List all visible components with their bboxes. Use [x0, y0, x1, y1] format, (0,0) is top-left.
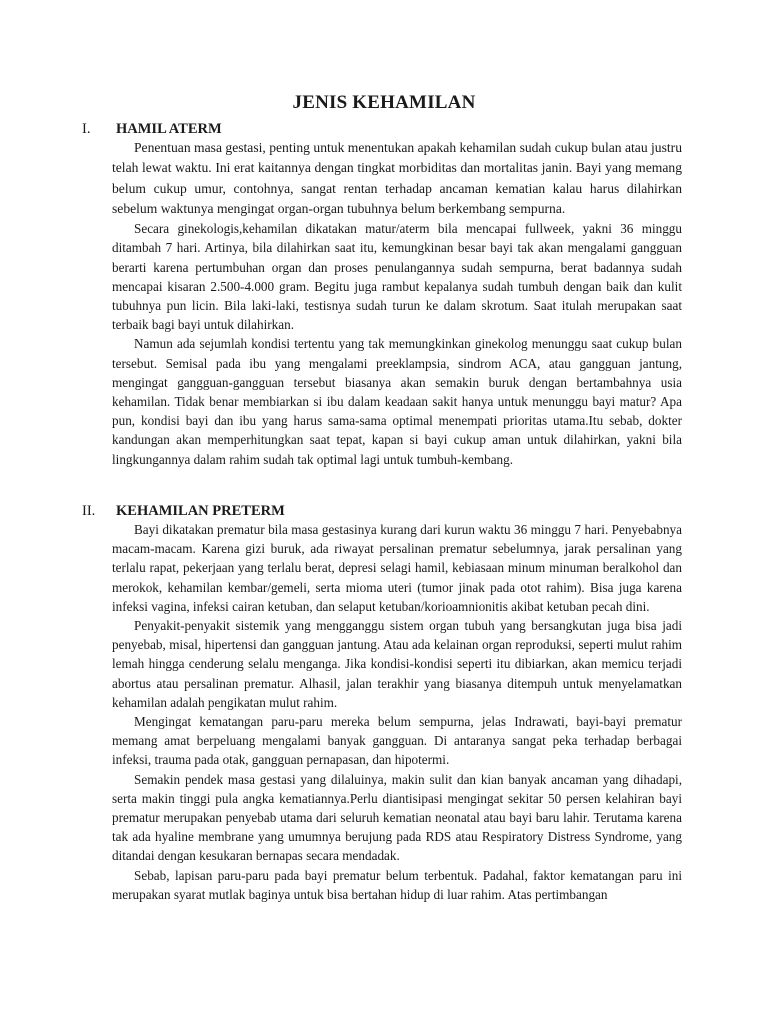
- section-numeral: II.: [82, 503, 96, 519]
- page-title: JENIS KEHAMILAN: [292, 92, 476, 113]
- section-hamil-aterm: [78, 120, 682, 469]
- paragraph: Mengingat kematangan paru-paru mereka belum sempurna, jelas Indrawati, bayi-bayi prematur memang amat berpeluang mengalami banyak gangguan. Di antaranya sangat peka terhadap berbagai infeksi, trauma pada otak, gangguan pernapasan, dan hipotermi.: [112, 714, 682, 768]
- section-body: [112, 520, 682, 904]
- section-title: HAMIL ATERM: [116, 121, 222, 137]
- paragraph: Secara ginekologis,kehamilan dikatakan matur/aterm bila mencapai fullweek, yakni 36 minggu ditambah 7 hari. Artinya, bila dilahirkan saat itu, kemungkinan besar bayi tak akan mengalami gangguan berarti karena pertumbuhan organ dan proses penulangannya sudah sempurna, berat badannya sudah mencapai kisaran 2.500-4.000 gram. Begitu juga rambut kepalanya sudah tumbuh dengan baik dan kulit tubuhnya pun licin. Bila laki-laki, testisnya sudah turun ke dalam skrotum. Saat itulah merupakan saat terbaik bagi bayi untuk dilahirkan.: [112, 221, 682, 333]
- paragraph: Namun ada sejumlah kondisi tertentu yang tak memungkinkan ginekolog menunggu saat cukup bulan tersebut. Semisal pada ibu yang mengalami preeklampsia, sindrom ACA, atau gangguan jantung, mengingat gangguan-gangguan tersebut biasanya akan semakin buruk dengan bertambahnya usia kehamilan. Tidak benar membiarkan si ibu dalam keadaan sakit hanya untuk menunggu bayi matur? Apa pun, kondisi bayi dan ibu yang harus sama-sama optimal menempati prioritas utama.Itu sebab, dokter kandungan akan memperhitungkan saat tepat, kapan si bayi cukup aman untuk dilahirkan, yakni bila lingkungannya dalam rahim sudah tak optimal lagi untuk tumbuh-kembang.: [112, 336, 682, 467]
- section-kehamilan-preterm: [78, 502, 682, 904]
- section-title: KEHAMILAN PRETERM: [116, 503, 285, 519]
- paragraph: Bayi dikatakan prematur bila masa gestasinya kurang dari kurun waktu 36 minggu 7 hari. Penyebabnya macam-macam. Karena gizi buruk, ada riwayat persalinan prematur sebelumnya, jarak persalinan yang terlalu rapat, pekerjaan yang terlalu berat, depresi selagi hamil, kebiasaan minum minuman beralkohol dan merokok, kehamilan kembar/gemeli, serta mioma uteri (tumor jinak pada otot rahim). Bisa juga karena infeksi vagina, infeksi cairan ketuban, dan selaput ketuban/korioamnionitis akibat ketuban pecah dini.: [112, 522, 682, 614]
- section-heading: [78, 502, 682, 520]
- section-numeral: I.: [82, 121, 91, 137]
- section-body: [112, 138, 682, 469]
- paragraph: Penyakit-penyakit sistemik yang mengganggu sistem organ tubuh yang bersangkutan juga bisa jadi penyebab, misal, hipertensi dan gangguan jantung. Atau ada kelainan organ reproduksi, seperti mulut rahim lemah hingga cenderung selalu menganga. Jika kondisi-kondisi seperti itu dibiarkan, akan memicu terjadi abortus atau persalinan prematur. Alhasil, jalan terakhir yang biasanya ditempuh untuk menyelamatkan kehamilan adalah pengikatan mulut rahim.: [112, 618, 682, 710]
- paragraph: Semakin pendek masa gestasi yang dilaluinya, makin sulit dan kian banyak ancaman yang dihadapi, serta makin tinggi pula angka kematiannya.Perlu diantisipasi mengingat sekitar 50 persen kelahiran bayi prematur merupakan penyebab utama dari seluruh kematian neonatal atau bayi baru lahir. Terutama karena tak ada hyaline membrane yang umumnya berujung pada RDS atau Respiratory Distress Syndrome, yang ditandai dengan kesukaran bernapas secara mendadak.: [112, 771, 682, 864]
- paragraph: Penentuan masa gestasi, penting untuk menentukan apakah kehamilan sudah cukup bulan atau justru telah lewat waktu. Ini erat kaitannya dengan tingkat morbiditas dan mortalitas janin. Bayi yang memang belum cukup umur, contohnya, sangat rentan terhadap ancaman kematian kalau harus dilahirkan sebelum waktunya mengingat organ-organ tubuhnya belum berkembang sempurna.: [112, 140, 682, 216]
- paragraph: Sebab, lapisan paru-paru pada bayi prematur belum terbentuk. Padahal, faktor kematangan paru ini merupakan syarat mutlak baginya untuk bisa bertahan hidup di luar rahim. Atas pertimbangan: [112, 867, 682, 902]
- section-heading: [78, 120, 682, 138]
